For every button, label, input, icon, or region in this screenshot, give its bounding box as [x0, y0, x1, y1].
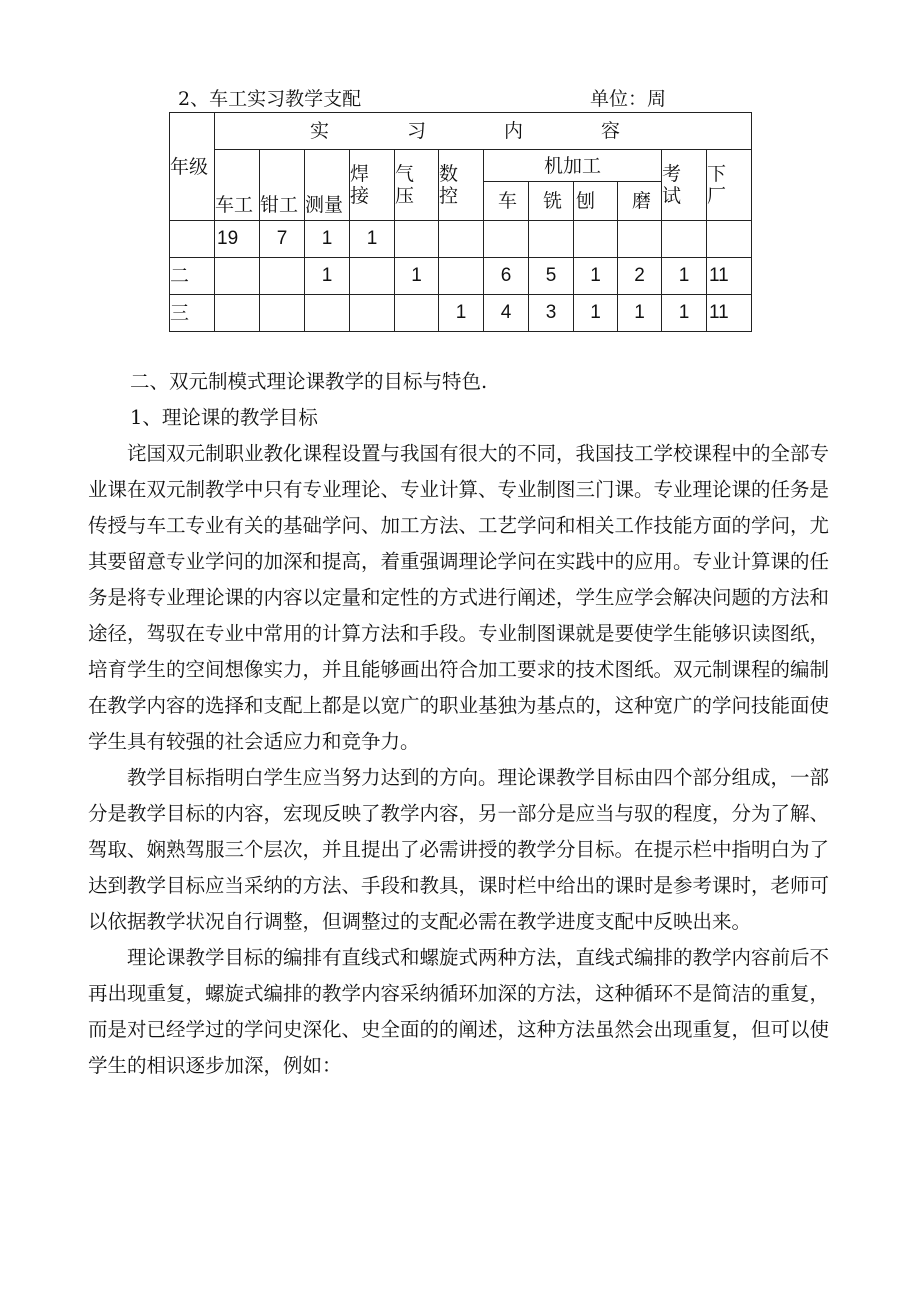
- col-qiya: [395, 150, 439, 221]
- cell-hanjie: [350, 295, 395, 332]
- cell-qiya: [395, 295, 439, 332]
- cell-mo: [618, 221, 662, 258]
- col-shukong-top: 数: [439, 163, 459, 185]
- col-mo: 磨: [618, 182, 662, 221]
- row-label: [170, 221, 215, 258]
- col-che: 车: [484, 182, 529, 221]
- cell-che: 4: [484, 295, 529, 332]
- col-kaoshi-top: 考: [662, 163, 682, 185]
- col-xiachang-bot: 厂: [707, 185, 727, 207]
- paragraph: 诧国双元制职业教化课程设置与我国有很大的不同，我国技工学校课程中的全部专业课在双元制教学中只有专业理论、专业计算、专业制图三门课。专业理论课的任务是传授与车工专业有关的基础学问、加工方法、工艺学问和相关工作技能方面的学问，尤其要留意专业学问的加深和提高，着重强调理论学问在实践中的应用。专业计算课的任务是将专业理论课的内容以定量和定性的方式进行阐述，学生应学会解决问题的方法和途径，驾驭在专业中常用的计算方法和手段。专业制图课就是要使学生能够识读图纸，培育学生的空间想像实力，并且能够画出符合加工要求的技术图纸。双元制课程的编制在教学内容的选择和支配上都是以宽广的职业基独为基点的，这种宽广的学问技能面使学生具有较强的社会适应力和竞争力。: [88, 442, 830, 753]
- cell-celiang: 1: [305, 221, 350, 258]
- col-qiangong: 钳工: [260, 150, 305, 221]
- col-hanjie-top: 焊: [350, 163, 370, 185]
- cell-qiya: [395, 221, 439, 258]
- cell-qiangong: [260, 258, 305, 295]
- body-text: [88, 364, 840, 1084]
- cell-qiangong: [260, 295, 305, 332]
- cell-xiachang: [707, 221, 752, 258]
- cell-xian: 5: [529, 258, 574, 295]
- cell-kaoshi: 1: [662, 258, 707, 295]
- machining-header: 机加工: [484, 150, 662, 182]
- col-hanjie: [350, 150, 395, 221]
- section-heading: 二、双元制模式理论课教学的目标与特色.: [130, 370, 488, 393]
- col-kaoshi-bot: 试: [662, 185, 682, 207]
- cell-bao: 1: [574, 295, 618, 332]
- cell-bao: 1: [574, 258, 618, 295]
- cell-mo: 2: [618, 258, 662, 295]
- paragraph: 教学目标指明白学生应当努力达到的方向。理论课教学目标由四个部分组成，一部分是教学目标的内容，宏现反映了教学内容，另一部分是应当与驭的程度，分为了解、驾取、娴熟驾服三个层次，并且提出了必需讲授的教学分目标。在提示栏中指明白为了达到教学目标应当采纳的方法、手段和教具，课时栏中给出的课时是参考课时，老师可以依据教学状况自行调整，但调整过的支配必需在教学进度支配中反映出来。: [88, 766, 830, 933]
- cell-qiya: 1: [395, 258, 439, 295]
- col-celiang: 测量: [305, 150, 350, 221]
- cell-chegong: [215, 295, 260, 332]
- row-label: 二: [170, 258, 215, 295]
- table-row: [170, 295, 752, 332]
- table-row: [170, 221, 752, 258]
- col-chegong: 车工: [215, 150, 260, 221]
- cell-shukong: [439, 221, 484, 258]
- cell-xian: 3: [529, 295, 574, 332]
- cell-chegong: [215, 258, 260, 295]
- practice-schedule-table: [169, 112, 752, 332]
- col-kaoshi: [662, 150, 707, 221]
- table-caption: [178, 84, 698, 114]
- cell-kaoshi: [662, 221, 707, 258]
- cell-xiachang: 11: [707, 258, 752, 295]
- cell-hanjie: [350, 258, 395, 295]
- table-unit: 单位：周: [590, 88, 667, 110]
- cell-xiachang: 11: [707, 295, 752, 332]
- subsection-heading: 1、理论课的教学目标: [130, 406, 318, 429]
- cell-xian: [529, 221, 574, 258]
- col-xiachang: [707, 150, 752, 221]
- cell-shukong: [439, 258, 484, 295]
- cell-che: 6: [484, 258, 529, 295]
- cell-celiang: 1: [305, 258, 350, 295]
- content-header: 实 习 内 容: [215, 113, 752, 150]
- table-title: 2、车工实习教学支配: [178, 88, 362, 110]
- paragraph: 理论课教学目标的编排有直线式和螺旋式两种方法，直线式编排的教学内容前后不再出现重复，螺旋式编排的教学内容采纳循环加深的方法，这种循环不是简洁的重复，而是对已经学过的学问史深化、史全面的的阐述，这种方法虽然会出现重复，但可以使学生的相识逐步加深，例如：: [88, 946, 830, 1077]
- col-shukong-bot: 控: [439, 185, 459, 207]
- cell-shukong: 1: [439, 295, 484, 332]
- row-label: 三: [170, 295, 215, 332]
- col-shukong: [439, 150, 484, 221]
- col-bao: 刨: [574, 182, 618, 221]
- cell-mo: 1: [618, 295, 662, 332]
- table-row: [170, 258, 752, 295]
- grade-header: 年级: [170, 113, 215, 221]
- col-hanjie-bot: 接: [350, 185, 370, 207]
- cell-che: [484, 221, 529, 258]
- cell-hanjie: 1: [350, 221, 395, 258]
- cell-bao: [574, 221, 618, 258]
- cell-chegong: 19: [215, 221, 260, 258]
- col-qiya-top: 气: [395, 163, 415, 185]
- cell-qiangong: 7: [260, 221, 305, 258]
- col-xian: 铣: [529, 182, 574, 221]
- cell-kaoshi: 1: [662, 295, 707, 332]
- col-xiachang-top: 下: [707, 163, 727, 185]
- col-qiya-bot: 压: [395, 185, 415, 207]
- cell-celiang: [305, 295, 350, 332]
